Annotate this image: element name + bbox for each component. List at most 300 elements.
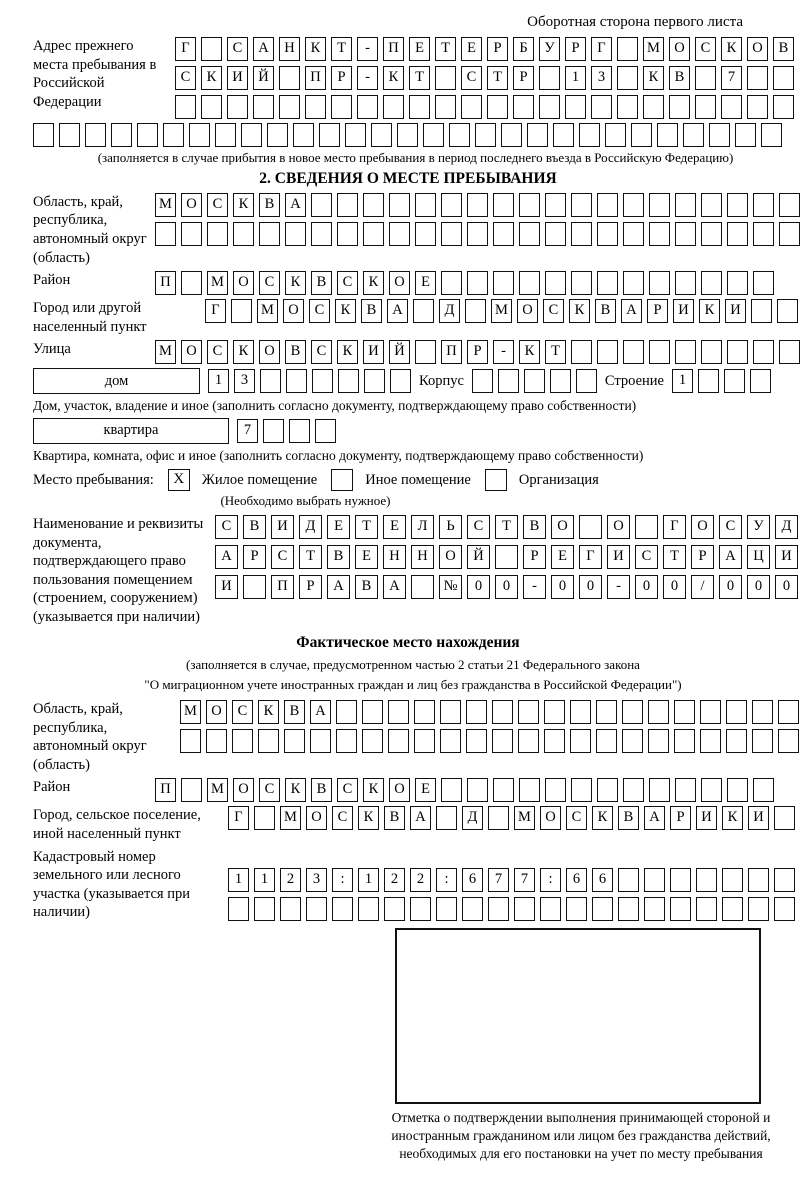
char-box — [617, 66, 638, 90]
char-box — [155, 222, 176, 246]
char-box: У — [747, 515, 770, 539]
char-box: А — [410, 806, 431, 830]
char-box — [513, 95, 534, 119]
char-box: - — [357, 37, 378, 61]
char-box — [696, 897, 717, 921]
char-box: И — [227, 66, 248, 90]
char-box — [644, 897, 665, 921]
char-box — [623, 271, 644, 295]
char-box — [623, 340, 644, 364]
korpus-cells — [472, 369, 597, 393]
previous-address-row-1 — [175, 37, 794, 61]
char-box — [435, 66, 456, 90]
char-box — [519, 271, 540, 295]
char-box — [649, 340, 670, 364]
char-box: Е — [355, 545, 378, 569]
char-box — [518, 700, 539, 724]
char-box — [228, 897, 249, 921]
field-ownership-document — [33, 515, 800, 626]
char-box: - — [493, 340, 514, 364]
char-box — [163, 123, 184, 147]
char-box — [649, 222, 670, 246]
char-box: И — [775, 545, 798, 569]
char-box: 6 — [592, 868, 613, 892]
char-box: К — [335, 299, 356, 323]
char-box — [670, 897, 691, 921]
char-box: 0 — [635, 575, 658, 599]
actual-region-row-1 — [180, 700, 799, 724]
field-actual-region — [33, 700, 800, 774]
char-box — [774, 806, 795, 830]
char-box — [571, 222, 592, 246]
char-box — [747, 95, 768, 119]
char-box — [363, 193, 384, 217]
char-box — [389, 193, 410, 217]
char-box: Н — [279, 37, 300, 61]
char-box — [338, 369, 359, 393]
char-box — [644, 868, 665, 892]
char-box: С — [311, 340, 332, 364]
char-box — [467, 222, 488, 246]
char-box — [649, 271, 670, 295]
char-box: 6 — [462, 868, 483, 892]
stay-option-label: Организация — [518, 471, 599, 488]
char-box: 1 — [565, 66, 586, 90]
char-box: С — [337, 271, 358, 295]
char-box: Е — [409, 37, 430, 61]
actual-district-row — [155, 778, 774, 802]
char-box — [518, 729, 539, 753]
char-box: Т — [331, 37, 352, 61]
char-box — [752, 700, 773, 724]
char-box: - — [357, 66, 378, 90]
char-box: Б — [513, 37, 534, 61]
char-box: К — [592, 806, 613, 830]
char-box: С — [332, 806, 353, 830]
field-street — [33, 340, 800, 364]
char-box — [306, 897, 327, 921]
char-box: П — [155, 778, 176, 802]
char-box: 3 — [234, 369, 255, 393]
district-label: Район — [33, 272, 71, 289]
char-box — [648, 729, 669, 753]
char-box: Т — [299, 545, 322, 569]
char-box — [233, 222, 254, 246]
char-box: И — [271, 515, 294, 539]
char-box: / — [691, 575, 714, 599]
char-box: С — [309, 299, 330, 323]
char-box: П — [441, 340, 462, 364]
char-box — [779, 193, 800, 217]
char-box — [267, 123, 288, 147]
char-box: В — [595, 299, 616, 323]
char-box: 1 — [228, 868, 249, 892]
char-box — [284, 729, 305, 753]
char-box: В — [243, 515, 266, 539]
char-box — [388, 729, 409, 753]
char-box — [576, 369, 597, 393]
char-box: Т — [435, 37, 456, 61]
char-box — [753, 222, 774, 246]
char-box: В — [669, 66, 690, 90]
char-box: № — [439, 575, 462, 599]
char-box — [462, 897, 483, 921]
apartment-caption: Квартира, комната, офис и иное (заполнить согласно документу, подтверждающему право собственности) — [33, 447, 644, 463]
char-box — [778, 700, 799, 724]
field-actual-city — [33, 806, 800, 843]
char-box — [579, 515, 602, 539]
char-box — [493, 271, 514, 295]
stay-option — [168, 469, 317, 491]
char-box — [773, 66, 794, 90]
previous-address-row-2 — [175, 66, 794, 90]
char-box: Й — [389, 340, 410, 364]
field-region — [33, 193, 800, 267]
field-cadastral-number — [33, 848, 800, 922]
char-box — [623, 193, 644, 217]
char-box — [748, 897, 769, 921]
char-box: В — [327, 545, 350, 569]
char-box: 3 — [306, 868, 327, 892]
char-box: 0 — [663, 575, 686, 599]
char-box — [215, 123, 236, 147]
char-box — [181, 222, 202, 246]
char-box: С — [227, 37, 248, 61]
region-label: Область, край, республика, автономный округ (область) — [33, 193, 147, 266]
char-box: О — [607, 515, 630, 539]
char-box: 1 — [208, 369, 229, 393]
apartment-type-box: квартира — [33, 418, 229, 444]
char-box: 7 — [237, 419, 258, 443]
char-box: С — [232, 700, 253, 724]
confirmation-note: Отметка о подтверждении выполнения принимающей стороной и иностранным гражданином или лицом без гражданства действий, необходимых для его постановки на учет по месту пребывания — [391, 1109, 771, 1161]
char-box: М — [643, 37, 664, 61]
char-box — [539, 95, 560, 119]
char-box — [440, 700, 461, 724]
previous-address-overflow-row — [33, 123, 800, 147]
char-box — [414, 729, 435, 753]
apartment-row — [33, 418, 800, 444]
char-box — [415, 193, 436, 217]
char-box — [570, 729, 591, 753]
char-box: С — [271, 545, 294, 569]
char-box — [253, 95, 274, 119]
char-box: Д — [299, 515, 322, 539]
district-row — [155, 271, 774, 295]
char-box: С — [259, 271, 280, 295]
char-box — [259, 222, 280, 246]
char-box — [498, 369, 519, 393]
actual-city-label: Город, сельское поселение, иной населенный пункт — [33, 807, 201, 842]
char-box: Г — [228, 806, 249, 830]
char-box: Р — [467, 340, 488, 364]
char-box — [751, 299, 772, 323]
char-box — [493, 222, 514, 246]
previous-address-label: Адрес прежнего места пребывания в Российской Федерации — [33, 38, 157, 110]
char-box — [571, 271, 592, 295]
char-box: К — [722, 806, 743, 830]
char-box — [701, 778, 722, 802]
char-box: К — [285, 271, 306, 295]
char-box — [727, 222, 748, 246]
char-box: : — [436, 868, 457, 892]
char-box: Р — [331, 66, 352, 90]
char-box: К — [201, 66, 222, 90]
char-box — [286, 369, 307, 393]
char-box — [777, 299, 798, 323]
char-box — [389, 222, 410, 246]
char-box: Н — [383, 545, 406, 569]
char-box: Т — [495, 515, 518, 539]
house-caption: Дом, участок, владение и иное (заполнить согласно документу, подтверждающему право собственности) — [33, 398, 637, 414]
previous-address-caption: (заполняется в случае прибытия в новое место пребывания в период последнего въезда в Российскую Федерацию) — [97, 150, 734, 165]
char-box: П — [383, 37, 404, 61]
char-box — [519, 222, 540, 246]
char-box — [752, 729, 773, 753]
char-box — [337, 193, 358, 217]
char-box — [571, 193, 592, 217]
char-box — [675, 193, 696, 217]
char-box — [487, 95, 508, 119]
char-box — [649, 193, 670, 217]
char-box: А — [285, 193, 306, 217]
char-box — [675, 778, 696, 802]
char-box — [726, 729, 747, 753]
char-box: А — [215, 545, 238, 569]
char-box: В — [361, 299, 382, 323]
char-box: И — [215, 575, 238, 599]
char-box — [657, 123, 678, 147]
char-box: Г — [175, 37, 196, 61]
char-box — [310, 729, 331, 753]
char-box — [449, 123, 470, 147]
ownership-document-label: Наименование и реквизиты документа, подтверждающего право пользования помещением (строением, сооружением) (указывается при наличии) — [33, 516, 204, 625]
char-box: О — [233, 271, 254, 295]
char-box: Г — [579, 545, 602, 569]
char-box: : — [540, 868, 561, 892]
page-header-note: Оборотная сторона первого листа — [527, 14, 743, 30]
char-box — [243, 575, 266, 599]
char-box: Т — [545, 340, 566, 364]
char-box: С — [467, 515, 490, 539]
char-box — [495, 545, 518, 569]
char-box — [701, 271, 722, 295]
char-box — [441, 271, 462, 295]
char-box — [181, 778, 202, 802]
char-box: К — [337, 340, 358, 364]
char-box: Р — [513, 66, 534, 90]
char-box — [363, 222, 384, 246]
char-box — [409, 95, 430, 119]
char-box — [605, 123, 626, 147]
char-box: А — [719, 545, 742, 569]
char-box: В — [311, 778, 332, 802]
cadastral-label: Кадастровый номер земельного или лесного участка (указывается при наличии) — [33, 848, 190, 921]
char-box — [305, 95, 326, 119]
char-box: Р — [487, 37, 508, 61]
char-box — [364, 369, 385, 393]
char-box — [488, 806, 509, 830]
char-box: А — [310, 700, 331, 724]
char-box: А — [327, 575, 350, 599]
char-box — [545, 271, 566, 295]
char-box: О — [551, 515, 574, 539]
char-box: Е — [551, 545, 574, 569]
char-box: Л — [411, 515, 434, 539]
char-box: Р — [565, 37, 586, 61]
char-box: О — [691, 515, 714, 539]
char-box — [750, 369, 771, 393]
char-box — [285, 222, 306, 246]
char-box — [779, 340, 800, 364]
char-box — [279, 95, 300, 119]
char-box — [727, 193, 748, 217]
char-box — [701, 340, 722, 364]
char-box — [724, 369, 745, 393]
char-box: Г — [591, 37, 612, 61]
char-box — [539, 66, 560, 90]
korpus-label: Корпус — [419, 372, 464, 389]
char-box — [571, 778, 592, 802]
char-box — [207, 222, 228, 246]
char-box: С — [719, 515, 742, 539]
char-box — [779, 222, 800, 246]
actual-location-title: Фактическое место нахождения — [296, 634, 520, 652]
actual-location-caption-1: (заполняется в случае, предусмотренном частью 2 статьи 21 Федерального закона — [186, 657, 640, 673]
char-box — [175, 95, 196, 119]
char-box: К — [233, 340, 254, 364]
char-box: Е — [461, 37, 482, 61]
char-box: О — [283, 299, 304, 323]
char-box: К — [258, 700, 279, 724]
char-box: К — [699, 299, 720, 323]
char-box — [415, 222, 436, 246]
char-box — [669, 95, 690, 119]
char-box: С — [543, 299, 564, 323]
char-box — [467, 193, 488, 217]
actual-location-caption-2: "О миграционном учете иностранных граждан и лиц без гражданства в Российской Федерации") — [144, 677, 682, 693]
char-box: Р — [243, 545, 266, 569]
char-box — [674, 729, 695, 753]
char-box — [137, 123, 158, 147]
char-box: С — [635, 545, 658, 569]
char-box: Р — [299, 575, 322, 599]
char-box: М — [514, 806, 535, 830]
char-box — [726, 700, 747, 724]
char-box — [675, 222, 696, 246]
char-box — [597, 222, 618, 246]
stay-type-row — [33, 469, 800, 491]
document-row-2 — [215, 545, 798, 569]
char-box — [727, 778, 748, 802]
house-type-box: дом — [33, 368, 200, 394]
char-box — [258, 729, 279, 753]
char-box — [597, 271, 618, 295]
checkbox-checked: X — [168, 469, 190, 491]
char-box: М — [180, 700, 201, 724]
char-box — [390, 369, 411, 393]
char-box — [384, 897, 405, 921]
char-box: Д — [439, 299, 460, 323]
char-box: К — [569, 299, 590, 323]
char-box — [440, 729, 461, 753]
char-box: Т — [409, 66, 430, 90]
char-box — [461, 95, 482, 119]
char-box: Т — [355, 515, 378, 539]
char-box: Ц — [747, 545, 770, 569]
char-box — [33, 123, 54, 147]
char-box: К — [305, 37, 326, 61]
char-box — [493, 778, 514, 802]
char-box — [441, 193, 462, 217]
char-box — [111, 123, 132, 147]
char-box — [774, 868, 795, 892]
char-box: В — [355, 575, 378, 599]
char-box — [397, 123, 418, 147]
char-box — [357, 95, 378, 119]
char-box: 2 — [280, 868, 301, 892]
char-box — [635, 515, 658, 539]
char-box — [280, 897, 301, 921]
char-box: С — [175, 66, 196, 90]
char-box — [362, 729, 383, 753]
char-box — [727, 271, 748, 295]
region-row-2 — [155, 222, 800, 246]
char-box — [721, 95, 742, 119]
char-box — [544, 700, 565, 724]
char-box — [312, 369, 333, 393]
char-box: О — [206, 700, 227, 724]
char-box — [597, 778, 618, 802]
char-box: К — [721, 37, 742, 61]
char-box: О — [517, 299, 538, 323]
char-box: С — [695, 37, 716, 61]
char-box — [596, 729, 617, 753]
char-box: - — [523, 575, 546, 599]
actual-region-label: Область, край, республика, автономный округ (область) — [33, 701, 147, 773]
char-box: А — [383, 575, 406, 599]
char-box: М — [155, 340, 176, 364]
char-box — [722, 868, 743, 892]
char-box: М — [155, 193, 176, 217]
char-box: Д — [462, 806, 483, 830]
cadastral-row-1 — [228, 868, 800, 892]
char-box — [332, 897, 353, 921]
char-box — [648, 700, 669, 724]
char-box: В — [259, 193, 280, 217]
char-box — [674, 700, 695, 724]
char-box: В — [285, 340, 306, 364]
char-box: Р — [523, 545, 546, 569]
char-box: Т — [487, 66, 508, 90]
field-city — [33, 299, 800, 336]
char-box: Й — [253, 66, 274, 90]
char-box — [260, 369, 281, 393]
document-row-3 — [215, 575, 798, 599]
char-box — [553, 123, 574, 147]
char-box: В — [311, 271, 332, 295]
char-box: Р — [670, 806, 691, 830]
document-row-1 — [215, 515, 798, 539]
char-box: И — [748, 806, 769, 830]
char-box — [592, 897, 613, 921]
char-box: Е — [415, 271, 436, 295]
char-box: У — [539, 37, 560, 61]
char-box — [467, 778, 488, 802]
char-box: 6 — [566, 868, 587, 892]
char-box: Е — [383, 515, 406, 539]
char-box: М — [280, 806, 301, 830]
